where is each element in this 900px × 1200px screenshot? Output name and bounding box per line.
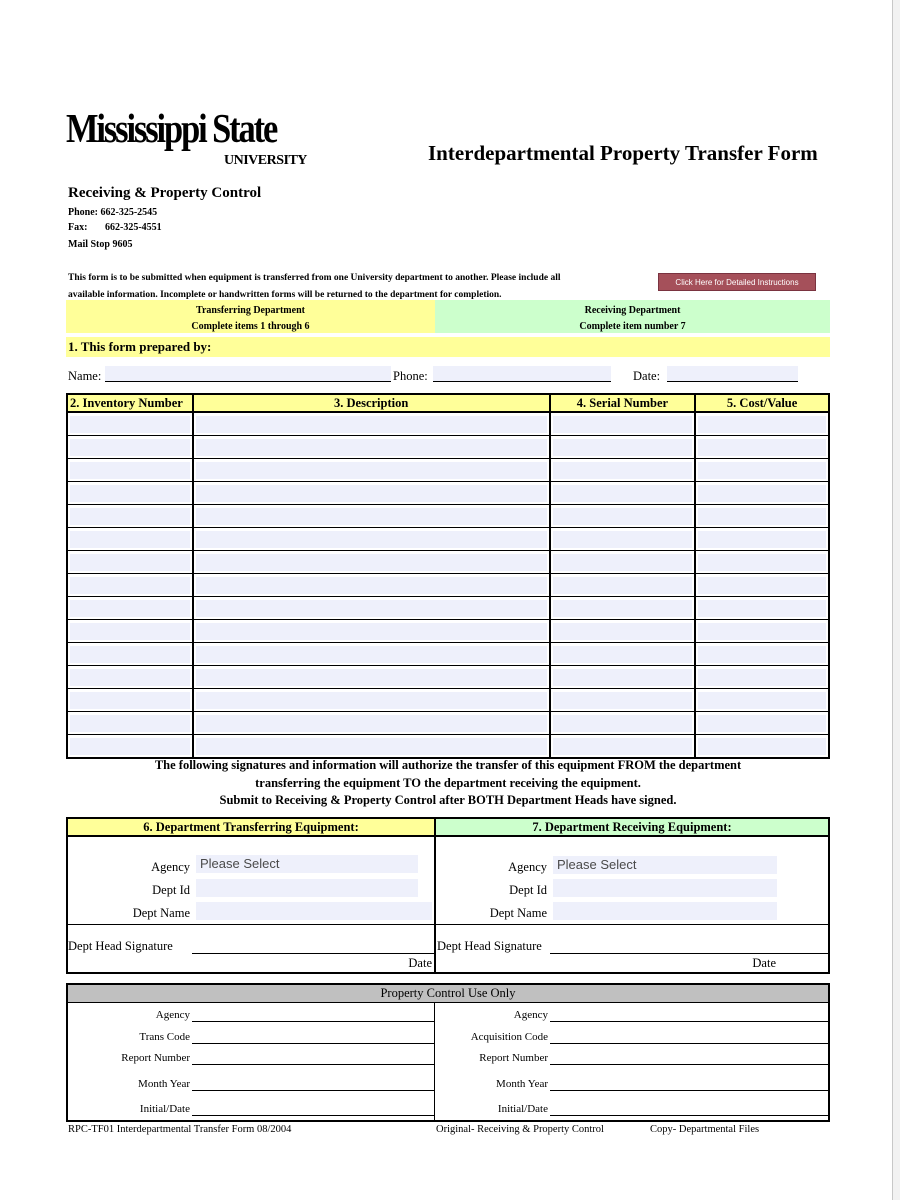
inventory-number-cell <box>67 735 193 759</box>
cost-value-input[interactable] <box>698 439 826 456</box>
inventory-row <box>67 412 829 436</box>
transfer-divider-line <box>68 924 434 925</box>
serial-number-input[interactable] <box>553 669 693 686</box>
serial-number-cell <box>550 620 696 643</box>
description-cell <box>193 459 550 482</box>
serial-number-input[interactable] <box>553 531 693 548</box>
inventory-number-input[interactable] <box>70 531 190 548</box>
description-input[interactable] <box>196 646 547 663</box>
receive-signature-line[interactable] <box>550 936 828 954</box>
serial-number-input[interactable] <box>553 738 693 755</box>
pc-left-label: Report Number <box>121 1052 190 1064</box>
transfer-dept-id-input[interactable] <box>196 879 418 897</box>
pc-right-label: Agency <box>513 1009 548 1021</box>
description-cell <box>193 597 550 620</box>
serial-number-input[interactable] <box>553 508 693 525</box>
prepared-by-heading: 1. This form prepared by: <box>66 337 830 357</box>
receive-dept-id-label: Dept Id <box>509 883 547 897</box>
serial-number-input[interactable] <box>553 554 693 571</box>
description-input[interactable] <box>196 669 547 686</box>
transfer-dept-id-label: Dept Id <box>152 883 190 897</box>
inventory-number-input[interactable] <box>70 462 190 479</box>
cost-value-cell <box>695 459 829 482</box>
serial-number-input[interactable] <box>553 485 693 502</box>
transfer-signature-line[interactable] <box>192 936 434 954</box>
inventory-number-cell <box>67 412 193 436</box>
pc-right-field-line[interactable] <box>550 1090 828 1091</box>
description-cell <box>193 436 550 459</box>
instructions-text <box>68 270 648 304</box>
name-input[interactable] <box>105 366 391 382</box>
inventory-number-input[interactable] <box>70 715 190 732</box>
receive-date-label: Date <box>752 956 776 970</box>
authorization-line-3: Submit to Receiving & Property Control after BOTH Department Heads have signed. <box>219 793 677 807</box>
description-cell <box>193 689 550 712</box>
description-input[interactable] <box>196 531 547 548</box>
serial-number-input[interactable] <box>553 715 693 732</box>
office-phone: Phone: 662-325-2545 <box>68 207 158 218</box>
description-input[interactable] <box>196 738 547 755</box>
office-mail-stop: Mail Stop 9605 <box>68 239 133 250</box>
pc-left-field-line[interactable] <box>192 1090 434 1091</box>
pc-left-label: Trans Code <box>139 1031 190 1043</box>
inventory-number-input[interactable] <box>70 577 190 594</box>
inventory-row <box>67 689 829 712</box>
description-input[interactable] <box>196 577 547 594</box>
serial-number-input[interactable] <box>553 600 693 617</box>
serial-number-cell <box>550 712 696 735</box>
inventory-number-cell <box>67 712 193 735</box>
cost-value-cell <box>695 643 829 666</box>
serial-number-cell <box>550 412 696 436</box>
cost-value-input[interactable] <box>698 416 826 433</box>
inventory-row <box>67 735 829 759</box>
receive-dept-id-input[interactable] <box>553 879 777 897</box>
serial-number-input[interactable] <box>553 692 693 709</box>
description-input[interactable] <box>196 623 547 640</box>
receiving-dept-band <box>435 300 830 333</box>
inventory-number-input[interactable] <box>70 600 190 617</box>
cost-value-input[interactable] <box>698 623 826 640</box>
cost-value-cell <box>695 597 829 620</box>
transfer-signature-label: Dept Head Signature <box>68 939 173 953</box>
transfer-date-label: Date <box>408 956 432 970</box>
serial-number-cell <box>550 689 696 712</box>
cost-value-input[interactable] <box>698 646 826 663</box>
inventory-number-cell <box>67 528 193 551</box>
description-cell <box>193 666 550 689</box>
cost-value-input[interactable] <box>698 738 826 755</box>
receive-agency-select[interactable]: Please Select <box>553 856 777 874</box>
signature-divider <box>434 817 436 974</box>
pc-right-label: Acquisition Code <box>470 1031 548 1043</box>
inventory-number-input[interactable] <box>70 554 190 571</box>
inventory-number-input[interactable] <box>70 508 190 525</box>
pc-right-label: Initial/Date <box>497 1103 548 1115</box>
serial-number-cell <box>550 551 696 574</box>
description-cell <box>193 643 550 666</box>
inventory-number-cell <box>67 482 193 505</box>
receiving-band-title: Receiving Department <box>584 305 681 316</box>
cost-value-input[interactable] <box>698 554 826 571</box>
transferring-band-note: Complete items 1 through 6 <box>191 321 310 332</box>
serial-number-input[interactable] <box>553 577 693 594</box>
description-input[interactable] <box>196 600 547 617</box>
serial-number-input[interactable] <box>553 416 693 433</box>
serial-number-cell <box>550 574 696 597</box>
inventory-number-cell <box>67 505 193 528</box>
cost-value-header: 5. Cost/Value <box>695 394 829 412</box>
inventory-row <box>67 574 829 597</box>
cost-value-input[interactable] <box>698 715 826 732</box>
office-fax-label: Fax: <box>68 222 88 233</box>
transfer-agency-select[interactable]: Please Select <box>196 855 418 873</box>
instructions-line-1: This form is to be submitted when equipment is transferred from one University department to another. Please include all <box>68 273 561 283</box>
inventory-number-header: 2. Inventory Number <box>67 394 193 412</box>
form-id-footer: RPC-TF01 Interdepartmental Transfer Form 08/2004 <box>68 1124 292 1135</box>
serial-number-cell <box>550 459 696 482</box>
inventory-number-cell <box>67 643 193 666</box>
cost-value-cell <box>695 505 829 528</box>
inventory-number-cell <box>67 551 193 574</box>
inventory-number-input[interactable] <box>70 692 190 709</box>
pc-right-label: Report Number <box>479 1052 548 1064</box>
inventory-row <box>67 505 829 528</box>
office-fax: 662-325-4551 <box>105 222 162 233</box>
inventory-number-input[interactable] <box>70 738 190 755</box>
property-control-heading: Property Control Use Only <box>68 985 828 1003</box>
detailed-instructions-button[interactable]: Click Here for Detailed Instructions <box>658 273 816 291</box>
copy-footer: Copy- Departmental Files <box>650 1124 760 1135</box>
cost-value-cell <box>695 735 829 759</box>
inventory-row <box>67 528 829 551</box>
serial-number-input[interactable] <box>553 623 693 640</box>
serial-number-cell <box>550 643 696 666</box>
pc-left-label: Agency <box>155 1009 190 1021</box>
cost-value-input[interactable] <box>698 462 826 479</box>
receive-signature-label: Dept Head Signature <box>437 939 542 953</box>
cost-value-cell <box>695 689 829 712</box>
description-input[interactable] <box>196 692 547 709</box>
description-input[interactable] <box>196 439 547 456</box>
transfer-agency-label: Agency <box>151 860 190 874</box>
description-cell <box>193 505 550 528</box>
original-footer: Original- Receiving & Property Control <box>436 1124 604 1135</box>
receiving-dept-heading: 7. Department Receiving Equipment: <box>436 819 828 837</box>
inventory-header-row <box>67 394 829 412</box>
cost-value-cell <box>695 528 829 551</box>
receive-agency-label: Agency <box>508 860 547 874</box>
serial-number-input[interactable] <box>553 462 693 479</box>
serial-number-cell <box>550 735 696 759</box>
inventory-row <box>67 436 829 459</box>
inventory-number-cell <box>67 459 193 482</box>
pc-right-field-line[interactable] <box>550 1021 828 1022</box>
phone-label: Phone: <box>393 369 428 383</box>
description-cell <box>193 712 550 735</box>
receive-dept-name-input[interactable] <box>553 902 777 920</box>
description-input[interactable] <box>196 508 547 525</box>
university-logo: Mississippi State <box>66 105 277 151</box>
cost-value-cell <box>695 712 829 735</box>
receive-divider-line <box>436 924 828 925</box>
date-label: Date: <box>633 369 661 383</box>
serial-number-header: 4. Serial Number <box>550 394 696 412</box>
pc-left-field-line[interactable] <box>192 1064 434 1065</box>
transferring-dept-heading: 6. Department Transferring Equipment: <box>68 819 434 837</box>
pc-right-label: Month Year <box>496 1078 548 1090</box>
inventory-number-input[interactable] <box>70 439 190 456</box>
inventory-number-input[interactable] <box>70 416 190 433</box>
description-cell <box>193 412 550 436</box>
description-cell <box>193 482 550 505</box>
receiving-band-note: Complete item number 7 <box>579 321 686 332</box>
serial-number-cell <box>550 436 696 459</box>
inventory-number-input[interactable] <box>70 646 190 663</box>
cost-value-input[interactable] <box>698 531 826 548</box>
inventory-number-cell <box>67 436 193 459</box>
transfer-dept-name-input[interactable] <box>196 902 432 920</box>
name-label: Name: <box>68 369 102 383</box>
description-input[interactable] <box>196 462 547 479</box>
cost-value-input[interactable] <box>698 692 826 709</box>
date-input[interactable] <box>667 366 798 382</box>
pc-left-label: Initial/Date <box>139 1103 190 1115</box>
university-logo-sub: UNIVERSITY <box>224 153 307 168</box>
inventory-table <box>66 393 830 759</box>
inventory-number-input[interactable] <box>70 623 190 640</box>
cost-value-cell <box>695 412 829 436</box>
pc-right-field-line[interactable] <box>550 1043 828 1044</box>
description-cell <box>193 551 550 574</box>
cost-value-cell <box>695 666 829 689</box>
inventory-row <box>67 620 829 643</box>
serial-number-cell <box>550 505 696 528</box>
authorization-line-2: transferring the equipment TO the department receiving the equipment. <box>255 775 641 790</box>
serial-number-cell <box>550 666 696 689</box>
cost-value-cell <box>695 620 829 643</box>
pc-right-field-line[interactable] <box>550 1064 828 1065</box>
inventory-row <box>67 459 829 482</box>
description-cell <box>193 735 550 759</box>
description-input[interactable] <box>196 554 547 571</box>
pc-left-field-line[interactable] <box>192 1021 434 1022</box>
inventory-number-input[interactable] <box>70 669 190 686</box>
cost-value-cell <box>695 574 829 597</box>
authorization-line-1: The following signatures and information will authorize the transfer of this equipment FROM the department <box>154 758 742 772</box>
inventory-number-cell <box>67 689 193 712</box>
cost-value-input[interactable] <box>698 508 826 525</box>
instructions-line-2: available information. Incomplete or handwritten forms will be returned to the department for completion. <box>68 290 502 300</box>
inventory-body <box>67 412 829 758</box>
office-name: Receiving & Property Control <box>68 185 262 201</box>
inventory-row <box>67 551 829 574</box>
inventory-row <box>67 643 829 666</box>
transferring-band-title: Transferring Department <box>196 305 305 316</box>
description-cell <box>193 574 550 597</box>
inventory-row <box>67 482 829 505</box>
pc-left-label: Month Year <box>138 1078 190 1090</box>
authorization-text <box>66 757 830 810</box>
inventory-number-cell <box>67 574 193 597</box>
description-input[interactable] <box>196 485 547 502</box>
description-cell <box>193 528 550 551</box>
pc-left-field-line[interactable] <box>192 1043 434 1044</box>
inventory-number-input[interactable] <box>70 485 190 502</box>
serial-number-cell <box>550 528 696 551</box>
description-input[interactable] <box>196 416 547 433</box>
inventory-number-cell <box>67 620 193 643</box>
cost-value-input[interactable] <box>698 669 826 686</box>
inventory-number-cell <box>67 597 193 620</box>
transferring-dept-band <box>66 300 435 333</box>
cost-value-cell <box>695 551 829 574</box>
cost-value-cell <box>695 482 829 505</box>
inventory-row <box>67 597 829 620</box>
inventory-row <box>67 666 829 689</box>
cost-value-cell <box>695 436 829 459</box>
inventory-number-cell <box>67 666 193 689</box>
cost-value-input[interactable] <box>698 600 826 617</box>
pc-right-field-line[interactable] <box>550 1115 828 1116</box>
cost-value-input[interactable] <box>698 577 826 594</box>
form-title: Interdepartmental Property Transfer Form <box>428 141 818 165</box>
phone-input[interactable] <box>433 366 611 382</box>
description-header: 3. Description <box>193 394 550 412</box>
receive-dept-name-label: Dept Name <box>489 906 547 920</box>
description-cell <box>193 620 550 643</box>
pc-left-field-line[interactable] <box>192 1115 434 1116</box>
inventory-row <box>67 712 829 735</box>
cost-value-input[interactable] <box>698 485 826 502</box>
serial-number-input[interactable] <box>553 646 693 663</box>
serial-number-input[interactable] <box>553 439 693 456</box>
description-input[interactable] <box>196 715 547 732</box>
serial-number-cell <box>550 597 696 620</box>
transfer-dept-name-label: Dept Name <box>132 906 190 920</box>
serial-number-cell <box>550 482 696 505</box>
